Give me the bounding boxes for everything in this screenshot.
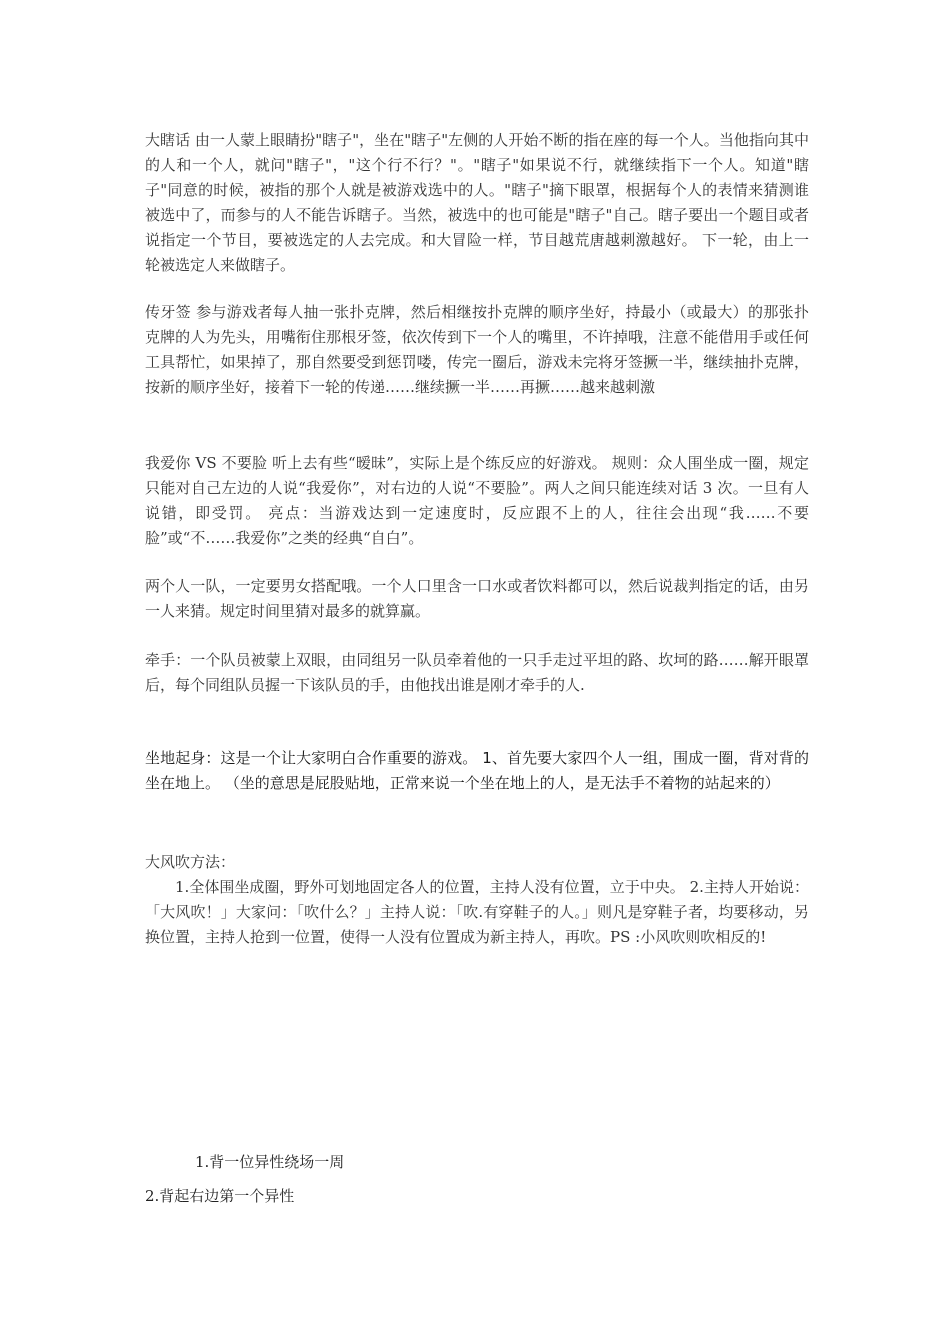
paragraph-big-wind-body: 1.全体围坐成圈，野外可划地固定各人的位置，主持人没有位置，立于中央。 2.主持人开始说：「大风吹！」大家问：「吹什么？」主持人说：「吹.有穿鞋子的人。」则凡是穿鞋子者，均要移动，另换位置，主持人抢到一位置，使得一人没有位置成为新主持人，再吹。PS :小风吹则吹相反的!	[145, 878, 809, 946]
paragraph-big-wind-title: 大风吹方法：	[145, 853, 236, 871]
paragraph-pass-toothpick: 传牙签 参与游戏者每人抽一张扑克牌，然后相继按扑克牌的顺序坐好，持最小（或最大）的那张扑克牌的人为先头，用嘴衔住那根牙签，依次传到下一个人的嘴里，不许掉哦，注意不能借用手或任何工具帮忙，如果掉了，那自然要受到惩罚喽，传完一圈后，游戏未完将牙签撅一半，继续抽扑克牌，按新的顺序坐好，接着下一轮的传递……继续撅一半……再撅……越来越刺激	[145, 303, 809, 396]
list-item: 1.背一位异性绕场一周	[195, 1153, 345, 1171]
paragraph-blind-man: 大瞎话 由一人蒙上眼睛扮"瞎子"，坐在"瞎子"左侧的人开始不断的指在座的每一个人。当他指向其中的人和一个人，就问"瞎子"，"这个行不行？"。"瞎子"如果说不行，就继续指下一个人。知道"瞎子"同意的时候，被指的那个人就是被游戏选中的人。"瞎子"摘下眼罩，根据每个人的表情来猜测谁被选中了，而参与的人不能告诉瞎子。当然，被选中的也可能是"瞎子"自己。瞎子要出一个题目或者说指定一个节目，要被选定的人去完成。和大冒险一样，节目越荒唐越刺激越好。 下一轮，由上一轮被选定人来做瞎子。	[145, 131, 809, 274]
paragraph-hand-holding: 牵手：一个队员被蒙上双眼，由同组另一队员牵着他的一只手走过平坦的路、坎坷的路……解开眼罩后，每个同组队员握一下该队员的手，由他找出谁是刚才牵手的人.	[145, 651, 809, 694]
paragraph-sit-and-stand: 坐地起身：这是一个让大家明白合作重要的游戏。 1、首先要大家四个人一组，围成一圈，背对背的坐在地上。 （坐的意思是屁股贴地，正常来说一个坐在地上的人，是无法手不着物的站起来的）	[145, 749, 809, 792]
paragraph-pair-guess: 两个人一队，一定要男女搭配哦。一个人口里含一口水或者饮料都可以，然后说裁判指定的话，由另一人来猜。规定时间里猜对最多的就算赢。	[145, 577, 809, 620]
paragraph-i-love-you: 我爱你 VS 不要脸 听上去有些“暧昧”，实际上是个练反应的好游戏。 规则：众人围坐成一圈，规定只能对自己左边的人说“我爱你”，对右边的人说“不要脸”。两人之间只能连续对话 3 次。一旦有人说错，即受罚。 亮点：当游戏达到一定速度时，反应跟不上的人，往往会出现“我……不要脸”或“不……我爱你”之类的经典“自白”。	[145, 454, 809, 547]
list-item: 2.背起右边第一个异性	[145, 1187, 295, 1205]
